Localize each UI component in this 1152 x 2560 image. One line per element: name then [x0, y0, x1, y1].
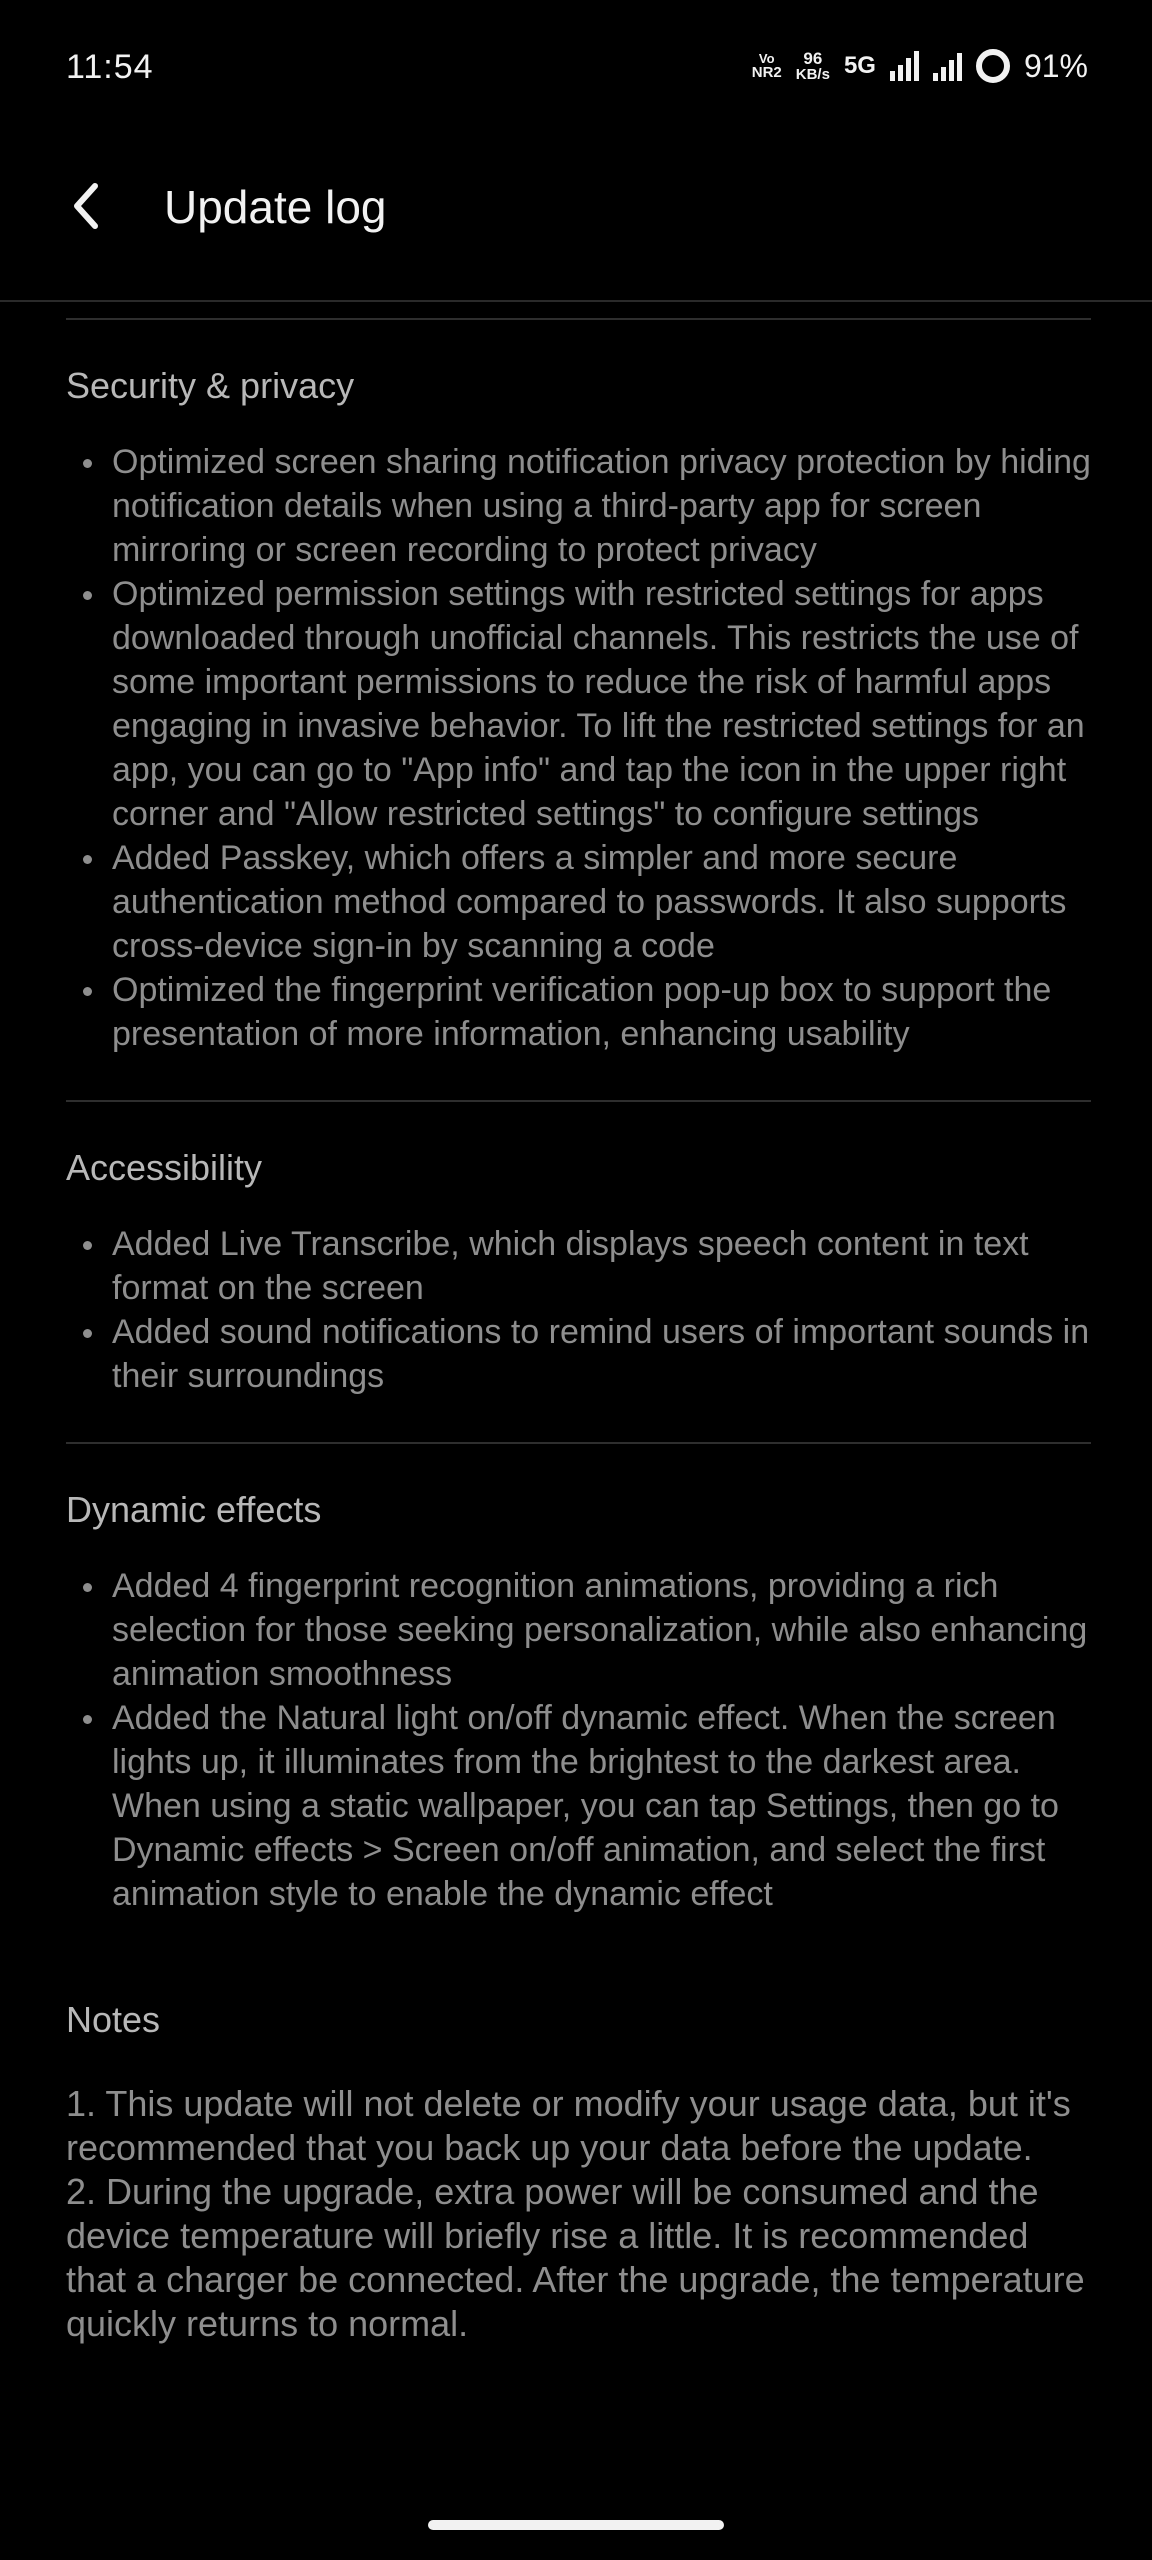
status-time: 11:54: [66, 48, 154, 86]
network-speed-unit: KB/s: [795, 66, 830, 83]
volte-top-label: Vo: [758, 51, 775, 66]
signal-icon-sim2: [933, 51, 962, 81]
bullet-list: [66, 1564, 1091, 1916]
list-item: Added 4 fingerprint recognition animations, providing a rich selection for those seeking personalization, while also enhancing animation smoothness: [66, 1564, 1091, 1696]
network-speed: [796, 50, 830, 82]
list-item: Optimized the fingerprint verification pop-up box to support the presentation of more information, enhancing usability: [66, 968, 1091, 1056]
section-title: Security & privacy: [66, 365, 355, 406]
home-indicator[interactable]: [428, 2520, 724, 2530]
volte-bottom-label: NR2: [751, 64, 782, 81]
divider: [66, 318, 1091, 320]
page-title: Update log: [164, 181, 387, 233]
divider: [66, 1442, 1091, 1444]
app-bar: [0, 140, 1152, 302]
section-title: Accessibility: [66, 1147, 263, 1188]
chevron-left-icon: [69, 180, 103, 232]
notes-body: [66, 2082, 1091, 2346]
signal-icon-sim1: [890, 51, 919, 81]
section-accessibility: [66, 1146, 1091, 1398]
battery-percentage: 91%: [1023, 47, 1088, 84]
divider: [66, 1100, 1091, 1102]
network-speed-value: 96: [803, 49, 823, 68]
status-icons: [752, 44, 1088, 88]
list-item: Optimized screen sharing notification privacy protection by hiding notification details when using a third-party app for screen mirroring or screen recording to protect privacy: [66, 440, 1091, 572]
notes-line: 1. This update will not delete or modify your usage data, but it's recommended that you back up your data before the update.: [66, 2083, 1071, 2168]
back-button[interactable]: [56, 176, 116, 236]
notes-line: 2. During the upgrade, extra power will be consumed and the device temperature will briefly rise a little. It is recommended that a charger be connected. After the upgrade, the temperature quickly returns to normal.: [66, 2171, 1085, 2344]
section-title: Dynamic effects: [66, 1489, 322, 1530]
list-item: Added Live Transcribe, which displays speech content in text format on the screen: [66, 1222, 1091, 1310]
section-dynamic-effects: [66, 1488, 1091, 1916]
list-item: Optimized permission settings with restricted settings for apps downloaded through unofficial channels. This restricts the use of some important permissions to reduce the risk of harmful apps engaging in invasive behavior. To lift the restricted settings for an app, you can go to "App info" and tap the icon in the upper right corner and "Allow restricted settings" to configure settings: [66, 572, 1091, 836]
list-item: Added sound notifications to remind users of important sounds in their surroundings: [66, 1310, 1091, 1398]
battery-icon: [976, 49, 1010, 83]
section-notes: [66, 1998, 1091, 2346]
status-bar: [0, 0, 1152, 140]
bullet-list: [66, 440, 1091, 1056]
update-log-content[interactable]: [66, 318, 1091, 2346]
list-item: Added Passkey, which offers a simpler and more secure authentication method compared to passwords. It also supports cross-device sign-in by scanning a code: [66, 836, 1091, 968]
volte-indicator: [752, 52, 782, 80]
bullet-list: [66, 1222, 1091, 1398]
list-item: Added the Natural light on/off dynamic effect. When the screen lights up, it illuminates from the brightest to the darkest area. When using a static wallpaper, you can tap Settings, then go to Dynamic effects > Screen on/off animation, and select the first animation style to enable the dynamic effect: [66, 1696, 1091, 1916]
section-security-privacy: [66, 364, 1091, 1056]
notes-title: Notes: [66, 1999, 161, 2040]
network-type: 5G: [843, 52, 876, 79]
